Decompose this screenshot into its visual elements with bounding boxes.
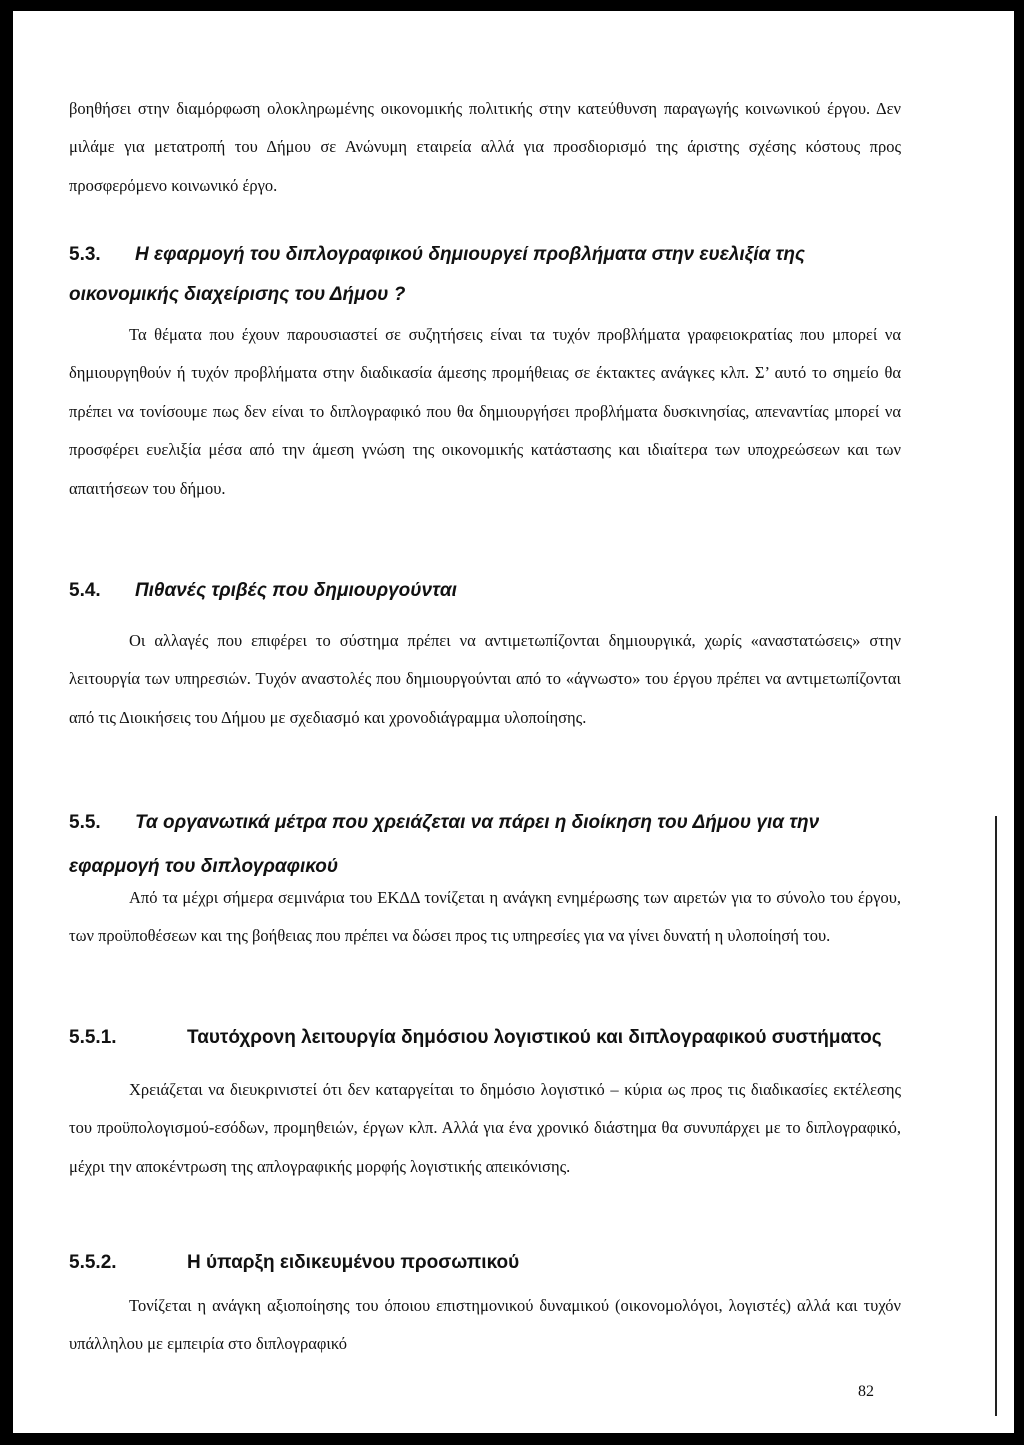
heading-5-5-title: Τα οργανωτικά μέτρα που χρειάζεται να πάρει η διοίκηση του Δήμου για την εφαρμογή του διπλογραφικού <box>69 812 820 877</box>
heading-5-5 <box>69 801 909 889</box>
page-number: 82 <box>858 1383 874 1400</box>
heading-5-5-number: 5.5. <box>69 812 101 833</box>
paragraph-5-5-1: Χρειάζεται να διευκρινιστεί ότι δεν καταργείται το δημόσιο λογιστικό – κύρια ως προς τις διαδικασίες εκτέλεσης του προϋπολογισμού-εσόδων, προμηθειών, έργων κλπ. Αλλά για ένα χρονικό διάστημα θα συνυπάρχει με το διπλογραφικό, μέχρι την αποκέντρωση της απλογραφικής μορφής λογιστικής απεικόνισης. <box>69 1080 901 1176</box>
paragraph-5-5-2: Τονίζεται η ανάγκη αξιοποίησης του όποιου επιστημονικού δυναμικού (οικονομολόγοι, λογιστές) αλλά και τυχόν υπάλληλου με εμπειρία στο διπλογραφικό <box>69 1296 901 1354</box>
paragraph-5-5: Από τα μέχρι σήμερα σεμινάρια του ΕΚΔΔ τονίζεται η ανάγκη ενημέρωσης των αιρετών για το σύνολο του έργου, των προϋποθέσεων και της βοήθειας που πρέπει να δώσει προς τις υπηρεσίες για να γίνει δυνατή η υλοποίησή του. <box>69 888 901 946</box>
heading-5-4-number: 5.4. <box>69 580 101 601</box>
heading-5-4-title: Πιθανές τριβές που δημιουργούνται <box>135 580 457 601</box>
paragraph-5-3: Τα θέματα που έχουν παρουσιαστεί σε συζητήσεις είναι τα τυχόν προβλήματα γραφειοκρατίας που μπορεί να δημιουργηθούν ή τυχόν προβλήματα στην διαδικασία άμεσης προμήθειας σε έκτακτες ανάγκες κλπ. Σ’ αυτό το σημείο θα πρέπει να τονίσουμε πως δεν είναι το διπλογραφικό που θα δημιουργήσει προβλήματα δυσκινησίας, απεναντίας μπορεί να προσφέρει ευελιξία μέσα από την άμεση γνώση της οικονομικής κατάστασης και ιδιαίτερα των υποχρεώσεων και των απαιτήσεων του δήμου. <box>69 325 901 498</box>
heading-5-3-number: 5.3. <box>69 244 101 265</box>
heading-5-5-1-number: 5.5.1. <box>69 1027 117 1048</box>
paragraph-5-4: Οι αλλαγές που επιφέρει το σύστημα πρέπει να αντιμετωπίζονται δημιουργικά, χωρίς «αναστατώσεις» στην λειτουργία των υπηρεσιών. Τυχόν αναστολές που δημιουργούνται από το «άγνωστο» του έργου πρέπει να αντιμετωπίζονται από τις Διοικήσεις του Δήμου με σχεδιασμό και χρονοδιάγραμμα υλοποίησης. <box>69 631 901 727</box>
paragraph-intro: βοηθήσει στην διαμόρφωση ολοκληρωμένης οικονομικής πολιτικής στην κατεύθυνση παραγωγής κοινωνικού έργου. Δεν μιλάμε για μετατροπή του Δήμου σε Ανώνυμη εταιρεία αλλά για προσδιορισμό της άριστης σχέσης κόστους προς προσφερόμενο κοινωνικό έργο. <box>69 99 901 195</box>
heading-5-5-2-title: Η ύπαρξη ειδικευμένου προσωπικού <box>187 1252 520 1273</box>
heading-5-5-1-title: Ταυτόχρονη λειτουργία δημόσιου λογιστικού και διπλογραφικού συστήματος <box>187 1027 882 1048</box>
margin-bar <box>995 816 997 1416</box>
heading-5-4 <box>69 580 909 602</box>
heading-5-3-title: Η εφαρμογή του διπλογραφικού δημιουργεί προβλήματα στην ευελιξία της οικονομικής διαχείρισης του Δήμου ? <box>69 244 806 305</box>
heading-5-5-1 <box>69 1026 909 1050</box>
heading-5-5-2-number: 5.5.2. <box>69 1252 117 1273</box>
heading-5-3 <box>69 235 909 315</box>
document-page <box>13 11 1014 1433</box>
heading-5-5-2 <box>69 1252 909 1274</box>
